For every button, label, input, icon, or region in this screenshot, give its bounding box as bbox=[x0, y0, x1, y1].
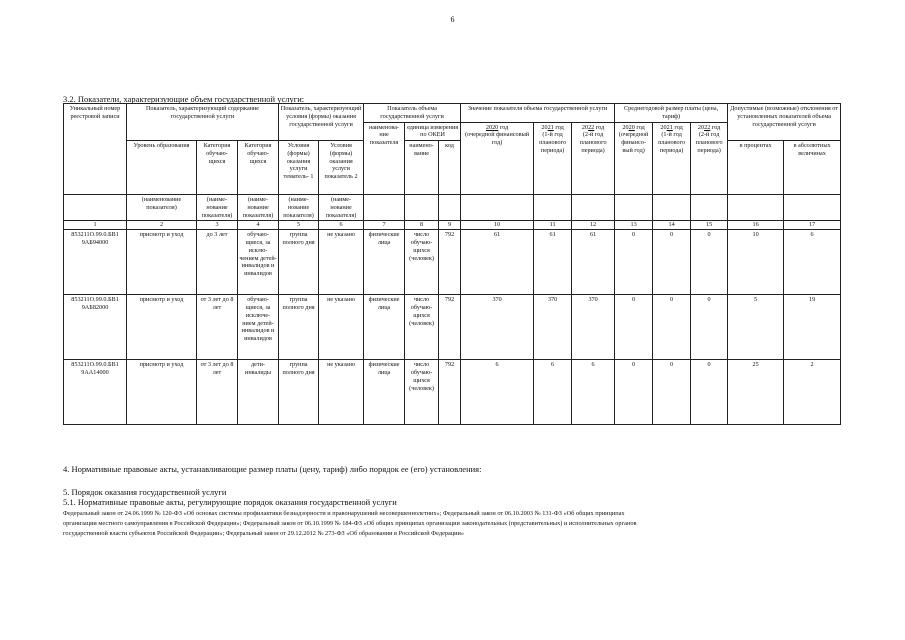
law-line: Федеральный закон от 24.06.1999 № 120-ФЗ «Об основах системы профилактики безнадзорности и правонарушений несовершеннолетних»; Федеральный закон от 06.10.2003 № 131-ФЗ «Об общих принципах bbox=[63, 510, 625, 517]
name-label-2: (наиме- нование показателя) bbox=[197, 195, 238, 221]
law-line: организации местного самоуправления в Российской Федерации»; Федеральный закон от 06.10.1999 № 184-ФЗ «Об общих принципах организации законодательных (представительных) и исполнительных органов bbox=[63, 520, 637, 527]
subheader-student-category-2: Категория обучаю- щихся bbox=[238, 141, 279, 195]
volume-indicators-table bbox=[63, 103, 841, 425]
header-year-3: 2022 год (2-й год планового периода) bbox=[572, 122, 615, 195]
section-5-heading: 5. Порядок оказания государственной услуги bbox=[63, 487, 227, 497]
header-year-2: 2021 год (1-й год планового периода) bbox=[534, 122, 572, 195]
header-volume-values: Значение показателя объема государственной услуги bbox=[461, 104, 615, 123]
name-label-5: (наиме- нование показателя) bbox=[319, 195, 364, 221]
section-5-1-heading: 5.1. Нормативные правовые акты, регулирующие порядок оказания государственной услуги bbox=[63, 497, 397, 507]
header-year-1: 2020 год (очередной финансовый год) bbox=[461, 122, 534, 195]
header-average-fee: Среднегодовой размер платы (цена, тариф) bbox=[615, 104, 728, 123]
subheader-condition-2: Условия (формы) оказания услуги показатель 2 bbox=[319, 141, 364, 195]
header-volume-name: наименова- ние показателя bbox=[364, 122, 405, 195]
section-3-2-title: 3.2. Показатели, характеризующие объем государственной услуги: bbox=[63, 94, 305, 104]
table-row: 853211О.99.0.БВ1 9АА14000 присмотр и уход от 3 лет до 8 лет дети- инвалиды группа полного дня не указано физические лица число обучаю- щихся (человек) 792 6 6 6 0 0 0 25 2 bbox=[64, 360, 841, 425]
table-row: 853211О.99.0.БВ1 9АБ82000 присмотр и уход от 3 лет до 8 лет обучаю- щиеся, за исключе- нием детей- инвалидов и инвалидов группа полного дня не указано физические лица число обучаю- щихся (человек) 792 370 370 370 0 0 0 5 19 bbox=[64, 295, 841, 360]
subheader-absolute: в абсолютных величинах bbox=[784, 141, 841, 195]
table-row: 853211О.99.0.БВ1 9АБ94000 присмотр и уход до 3 лет обучаю- щиеся, за исклю- чением детей- инвалидов и инвалидов группа полного дня не указано физические лица число обучаю- щихся (человек) 792 61 61 61 0 0 0 10 6 bbox=[64, 230, 841, 295]
subheader-unit-name: наимено- вание bbox=[405, 141, 439, 195]
regulatory-acts-text bbox=[63, 509, 853, 539]
subheader-student-category-1: Категория обучаю- щихся bbox=[197, 141, 238, 195]
header-fee-year-1: 2020 год (очередной финансо- вый год) bbox=[615, 122, 653, 195]
section-4-heading: 4. Нормативные правовые акты, устанавливающие размер платы (цену, тариф) либо порядок ее (его) установления: bbox=[63, 464, 482, 474]
law-line: государственной власти субъектов Российской Федерации»; Федеральный закон от 29.12.2012 № 273-ФЗ «Об образовании в Российской Федерации» bbox=[63, 530, 465, 537]
subheader-condition-1: Условия (формы) оказания услуги тематель- 1 bbox=[279, 141, 319, 195]
page-number: 6 bbox=[450, 15, 455, 24]
subheader-education-level: Уровень образования bbox=[127, 141, 197, 195]
header-volume-unit: единица измерения по ОКЕИ bbox=[405, 122, 461, 141]
header-fee-year-2: 2021 год (1-й год планового периода) bbox=[653, 122, 691, 195]
header-conditions-indicator: Показатель, характеризующий условия (формы) оказания государственной услуги bbox=[279, 104, 364, 141]
subheader-unit-code: код bbox=[439, 141, 461, 195]
name-label-4: (наиме- нование показателя) bbox=[279, 195, 319, 221]
header-registry-number: Уникальный номер реестровой записи bbox=[64, 104, 127, 195]
header-allowed-deviations: Допустимые (возможные) отклонения от установленных показателей объема государственной услуги bbox=[728, 104, 841, 141]
header-content-indicator: Показатель, характеризующий содержание государственной услуги bbox=[127, 104, 279, 141]
name-label-1: (наименование показателя) bbox=[127, 195, 197, 221]
name-label-3: (наиме- нование показателя) bbox=[238, 195, 279, 221]
header-volume-indicator: Показатель объема государственной услуги bbox=[364, 104, 461, 123]
column-numbers-row: 1 2 3 4 5 6 7 8 9 10 11 12 13 14 15 16 17 bbox=[64, 221, 841, 230]
subheader-percent: в процентах bbox=[728, 141, 784, 195]
header-fee-year-3: 2022 год (2-й год планового периода) bbox=[691, 122, 728, 195]
